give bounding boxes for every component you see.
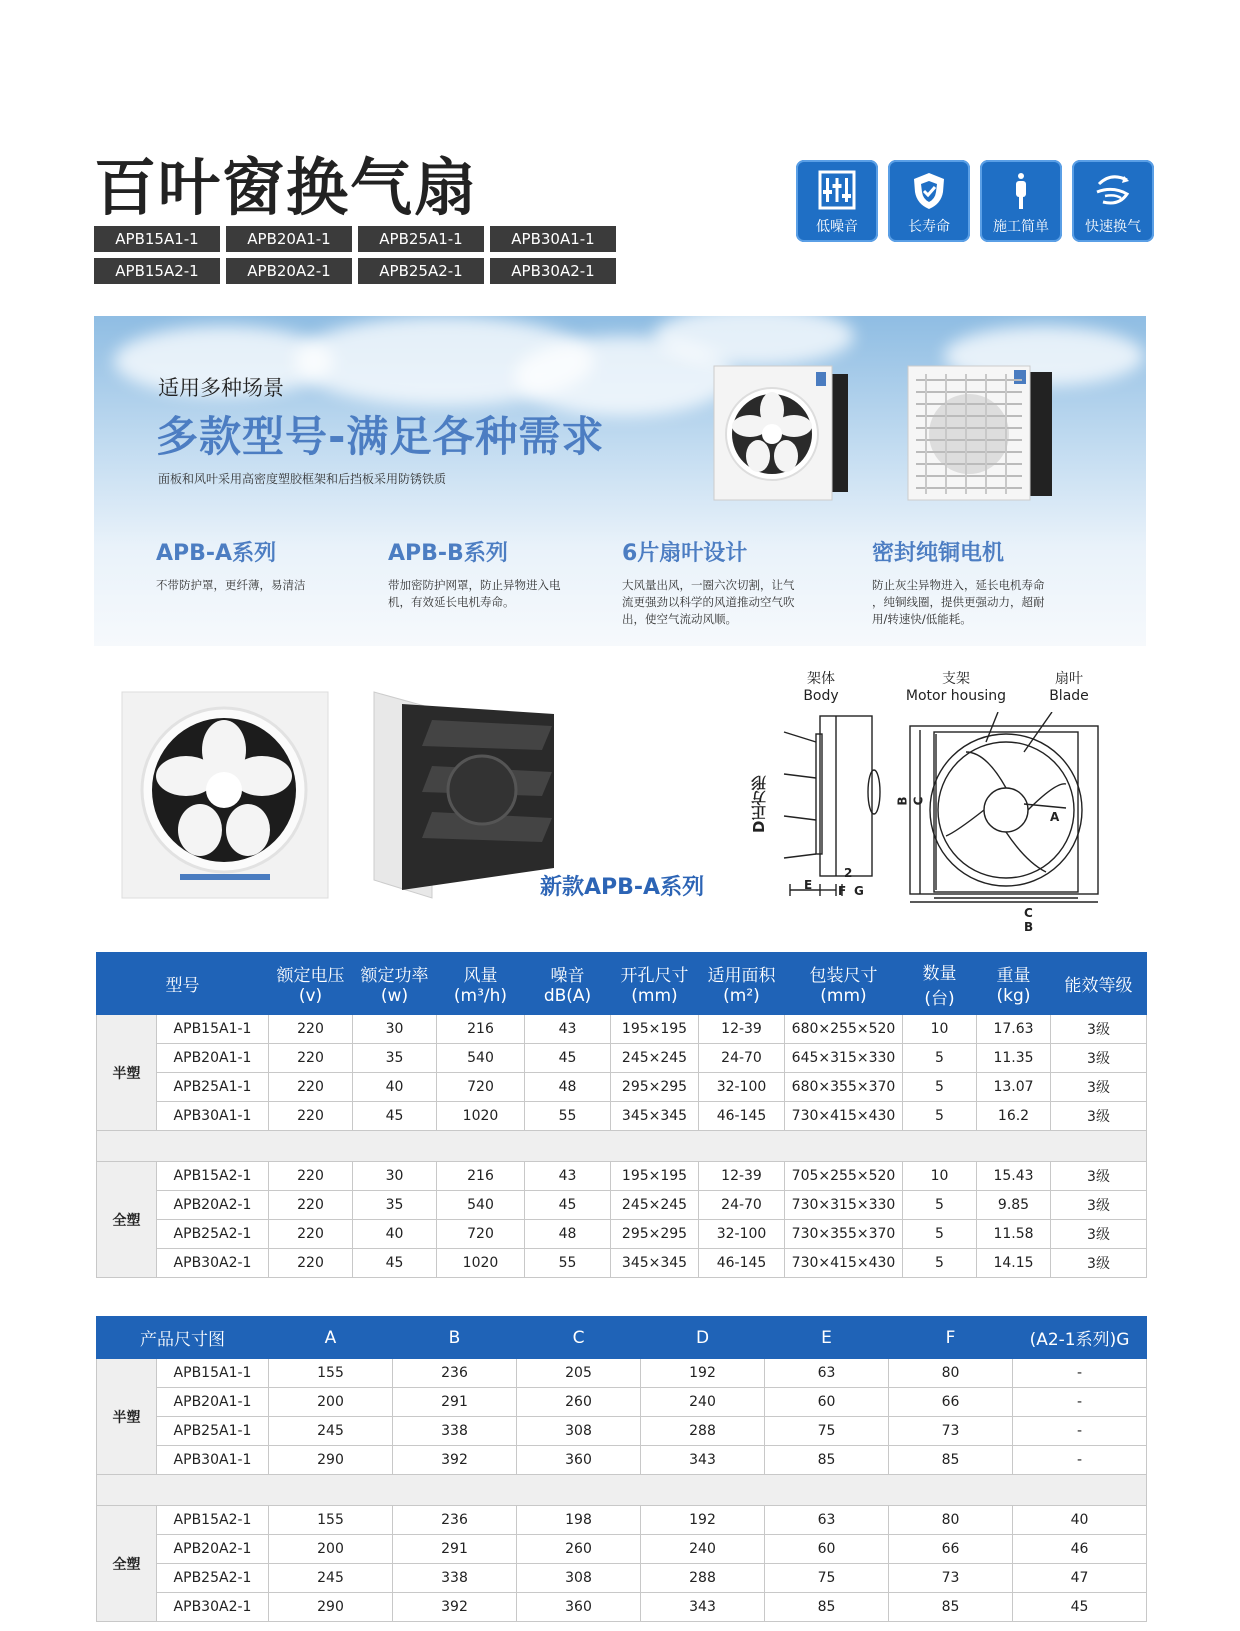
table-row <box>97 1593 1147 1622</box>
table-cell: 540 <box>437 1044 525 1073</box>
feature-easy-install <box>980 160 1062 242</box>
group-separator-cell <box>97 1475 1147 1506</box>
blade-label <box>1034 668 1104 704</box>
feature-low-noise <box>796 160 878 242</box>
table-cell: 10 <box>903 1162 977 1191</box>
table-row <box>97 1191 1147 1220</box>
series-desc: 防止灰尘异物进入，延长电机寿命 <box>872 578 1045 592</box>
body-label-cn: 架体 <box>807 671 835 687</box>
dim-letter-a: A <box>1050 810 1060 824</box>
table-cell: APB20A1-1 <box>157 1044 269 1073</box>
table-cell: 14.15 <box>977 1249 1051 1278</box>
table-cell: 35 <box>353 1044 437 1073</box>
series-desc: 大风量出风，一圈六次切割，让气 <box>622 578 795 592</box>
six-blade-block <box>622 536 842 628</box>
table-cell: 13.07 <box>977 1073 1051 1102</box>
product-front-image <box>120 690 330 900</box>
table-cell: 240 <box>641 1388 765 1417</box>
table-row <box>97 1506 1147 1535</box>
dim-header-label: 产品尺寸图 <box>97 1317 269 1359</box>
dim-letter-b-bottom: B <box>1024 920 1034 934</box>
table-cell: APB30A2-1 <box>157 1249 269 1278</box>
table-cell: 260 <box>517 1535 641 1564</box>
scene-subtitle: 适用多种场景 <box>158 376 284 400</box>
table-cell: 5 <box>903 1249 977 1278</box>
dim-header-c: C <box>517 1317 641 1359</box>
spec-header-power: 额定功率 (w) <box>353 953 437 1015</box>
series-title: 6片扇叶设计 <box>622 541 748 566</box>
table-cell: APB15A2-1 <box>157 1162 269 1191</box>
table-cell: 63 <box>765 1359 889 1388</box>
table-cell: 338 <box>393 1564 517 1593</box>
series-desc: 出，使空气流动风顺。 <box>622 612 737 626</box>
spec-header-efficiency: 能效等级 <box>1051 953 1147 1015</box>
table-cell: 60 <box>765 1388 889 1417</box>
shield-icon <box>909 170 949 212</box>
table-cell: 5 <box>903 1073 977 1102</box>
table-cell: APB30A1-1 <box>157 1102 269 1131</box>
table-cell: 198 <box>517 1506 641 1535</box>
screwdriver-icon <box>1001 170 1041 212</box>
table-cell: - <box>1013 1359 1147 1388</box>
table-cell: 80 <box>889 1359 1013 1388</box>
dim-letter-c-bottom: C <box>1024 906 1033 920</box>
model-tag: APB30A2-1 <box>490 258 616 284</box>
dim-letter-e: E <box>804 878 813 892</box>
table-cell: 40 <box>353 1220 437 1249</box>
spec-header-opening: 开孔尺寸 (mm) <box>611 953 699 1015</box>
series-b-block <box>388 536 608 611</box>
table-cell: 85 <box>889 1593 1013 1622</box>
table-cell: 3级 <box>1051 1191 1147 1220</box>
table-cell: 345×345 <box>611 1102 699 1131</box>
table-cell: 195×195 <box>611 1162 699 1191</box>
series-desc: 机，有效延长电机寿命。 <box>388 595 515 609</box>
dim-letter-c-side: C <box>911 796 926 806</box>
motor-label-cn: 支架 <box>942 671 970 687</box>
table-cell: 245×245 <box>611 1044 699 1073</box>
table-cell: 338 <box>393 1417 517 1446</box>
spec-table <box>96 952 1147 1278</box>
table-cell: 260 <box>517 1388 641 1417</box>
table-cell: APB20A2-1 <box>157 1535 269 1564</box>
series-title: APB-B系列 <box>388 541 508 566</box>
table-cell: 30 <box>353 1015 437 1044</box>
group-label-cell: 全塑 <box>97 1162 157 1278</box>
table-cell: 10 <box>903 1015 977 1044</box>
table-cell: 645×315×330 <box>785 1044 903 1073</box>
table-cell: 55 <box>525 1102 611 1131</box>
table-cell: 3级 <box>1051 1249 1147 1278</box>
table-row <box>97 1535 1147 1564</box>
table-cell: 5 <box>903 1102 977 1131</box>
table-cell: 730×415×430 <box>785 1249 903 1278</box>
table-cell: 392 <box>393 1593 517 1622</box>
table-cell: 15.43 <box>977 1162 1051 1191</box>
table-cell: 216 <box>437 1015 525 1044</box>
table-row <box>97 1015 1147 1044</box>
table-cell: 12-39 <box>699 1015 785 1044</box>
table-cell: 236 <box>393 1359 517 1388</box>
table-cell: 360 <box>517 1446 641 1475</box>
table-cell: 12-39 <box>699 1162 785 1191</box>
table-cell: 3级 <box>1051 1073 1147 1102</box>
table-cell: 288 <box>641 1564 765 1593</box>
table-cell: 308 <box>517 1564 641 1593</box>
spec-header-weight: 重量 (kg) <box>977 953 1051 1015</box>
table-cell: 291 <box>393 1388 517 1417</box>
product-back-image <box>372 690 556 900</box>
table-cell: 155 <box>269 1359 393 1388</box>
table-cell: 45 <box>1013 1593 1147 1622</box>
model-tag: APB20A1-1 <box>226 226 352 252</box>
fan-b-image <box>906 364 1054 504</box>
table-cell: 24-70 <box>699 1191 785 1220</box>
model-tag: APB15A1-1 <box>94 226 220 252</box>
table-cell: 5 <box>903 1191 977 1220</box>
table-cell: APB25A2-1 <box>157 1564 269 1593</box>
table-cell: 360 <box>517 1593 641 1622</box>
spec-header-package: 包装尺寸 (mm) <box>785 953 903 1015</box>
model-tag: APB30A1-1 <box>490 226 616 252</box>
spec-header-model: 型号 <box>97 953 269 1015</box>
table-cell: 5 <box>903 1044 977 1073</box>
table-cell: 236 <box>393 1506 517 1535</box>
table-cell: APB15A2-1 <box>157 1506 269 1535</box>
table-cell: 200 <box>269 1388 393 1417</box>
table-cell: APB15A1-1 <box>157 1359 269 1388</box>
side-shape-label: D正方形 <box>750 775 768 833</box>
equalizer-icon <box>817 170 857 212</box>
table-cell: 11.58 <box>977 1220 1051 1249</box>
group-label-cell: 半塑 <box>97 1359 157 1475</box>
table-row <box>97 1073 1147 1102</box>
table-cell: 11.35 <box>977 1044 1051 1073</box>
feature-label: 快速换气 <box>1085 219 1141 235</box>
table-cell: APB15A1-1 <box>157 1015 269 1044</box>
table-cell: 66 <box>889 1388 1013 1417</box>
dimension-table <box>96 1316 1147 1622</box>
model-tag: APB25A2-1 <box>358 258 484 284</box>
series-title: APB-A系列 <box>156 541 277 566</box>
table-cell: 295×295 <box>611 1073 699 1102</box>
table-cell: 85 <box>889 1446 1013 1475</box>
table-cell: 220 <box>269 1044 353 1073</box>
table-cell: 60 <box>765 1535 889 1564</box>
dim-header-row <box>97 1317 1147 1359</box>
spec-header-area: 适用面积 (m²) <box>699 953 785 1015</box>
table-cell: 30 <box>353 1162 437 1191</box>
table-cell: 720 <box>437 1073 525 1102</box>
fan-a-image <box>712 364 850 504</box>
table-cell: 3级 <box>1051 1015 1147 1044</box>
table-cell: 220 <box>269 1249 353 1278</box>
table-cell: 9.85 <box>977 1191 1051 1220</box>
table-row <box>97 1102 1147 1131</box>
group-separator-cell <box>97 1131 1147 1162</box>
series-desc: 不带防护罩，更纤薄，易清洁 <box>156 578 306 592</box>
feature-icons <box>796 160 1154 242</box>
table-cell: 730×355×370 <box>785 1220 903 1249</box>
feature-long-life <box>888 160 970 242</box>
table-cell: - <box>1013 1417 1147 1446</box>
table-row <box>97 1249 1147 1278</box>
table-cell: 345×345 <box>611 1249 699 1278</box>
dim-letter-2: 2 <box>844 866 853 880</box>
table-cell: 46-145 <box>699 1102 785 1131</box>
dim-header-e: E <box>765 1317 889 1359</box>
side-view-drawing <box>780 712 890 908</box>
table-cell: 680×255×520 <box>785 1015 903 1044</box>
dim-header-g: (A2-1系列)G <box>1013 1317 1147 1359</box>
table-row <box>97 1564 1147 1593</box>
motor-housing-label <box>896 668 1016 704</box>
page-title: 百叶窗换气扇 <box>94 151 479 224</box>
blade-label-en: Blade <box>1049 688 1089 704</box>
table-cell: 290 <box>269 1593 393 1622</box>
table-cell: 73 <box>889 1417 1013 1446</box>
table-cell: APB30A1-1 <box>157 1446 269 1475</box>
group-separator-row <box>97 1131 1147 1162</box>
table-cell: 220 <box>269 1191 353 1220</box>
series-desc: ，纯铜线圈，提供更强动力，超耐 <box>872 595 1045 609</box>
table-cell: 63 <box>765 1506 889 1535</box>
table-row <box>97 1446 1147 1475</box>
model-tag: APB15A2-1 <box>94 258 220 284</box>
spec-header-quantity: 数量 (台) <box>903 953 977 1015</box>
table-cell: 308 <box>517 1417 641 1446</box>
table-cell: 16.2 <box>977 1102 1051 1131</box>
dim-header-d: D <box>641 1317 765 1359</box>
table-cell: 220 <box>269 1073 353 1102</box>
table-cell: 343 <box>641 1446 765 1475</box>
table-row <box>97 1359 1147 1388</box>
table-cell: 220 <box>269 1102 353 1131</box>
table-cell: 3级 <box>1051 1044 1147 1073</box>
table-cell: APB20A2-1 <box>157 1191 269 1220</box>
table-cell: 17.63 <box>977 1015 1051 1044</box>
series-desc: 流更强劲以科学的风道推动空气吹 <box>622 595 795 609</box>
table-cell: 730×315×330 <box>785 1191 903 1220</box>
front-view-drawing <box>906 712 1102 916</box>
feature-label: 施工简单 <box>993 219 1049 235</box>
table-row <box>97 1162 1147 1191</box>
table-row <box>97 1388 1147 1417</box>
table-cell: 45 <box>525 1044 611 1073</box>
airflow-icon <box>1091 170 1135 212</box>
motor-label-en: Motor housing <box>905 688 1007 704</box>
spec-header-voltage: 额定电压 (v) <box>269 953 353 1015</box>
table-cell: - <box>1013 1446 1147 1475</box>
table-cell: 680×355×370 <box>785 1073 903 1102</box>
series-title: 密封纯铜电机 <box>872 541 1005 566</box>
table-cell: 85 <box>765 1593 889 1622</box>
spec-header-airflow: 风量 (m³/h) <box>437 953 525 1015</box>
scene-description: 面板和风叶采用高密度塑胶框架和后挡板采用防锈铁质 <box>158 472 447 486</box>
table-cell: 291 <box>393 1535 517 1564</box>
group-separator-row <box>97 1475 1147 1506</box>
table-cell: 32-100 <box>699 1220 785 1249</box>
table-cell: 1020 <box>437 1102 525 1131</box>
table-cell: 205 <box>517 1359 641 1388</box>
series-a-block <box>156 536 376 594</box>
table-cell: 720 <box>437 1220 525 1249</box>
feature-label: 长寿命 <box>908 219 950 235</box>
table-cell: 295×295 <box>611 1220 699 1249</box>
table-cell: 245×245 <box>611 1191 699 1220</box>
table-cell: 35 <box>353 1191 437 1220</box>
table-cell: 192 <box>641 1506 765 1535</box>
table-cell: 5 <box>903 1220 977 1249</box>
table-cell: 392 <box>393 1446 517 1475</box>
body-label-en: Body <box>803 688 839 704</box>
table-cell: 705×255×520 <box>785 1162 903 1191</box>
table-cell: 220 <box>269 1015 353 1044</box>
table-cell: 220 <box>269 1220 353 1249</box>
table-cell: 245 <box>269 1417 393 1446</box>
table-cell: APB30A2-1 <box>157 1593 269 1622</box>
table-cell: 46 <box>1013 1535 1147 1564</box>
table-row <box>97 1220 1147 1249</box>
table-cell: 40 <box>353 1073 437 1102</box>
table-cell: 155 <box>269 1506 393 1535</box>
table-cell: 200 <box>269 1535 393 1564</box>
dim-header-a: A <box>269 1317 393 1359</box>
feature-label: 低噪音 <box>816 219 858 235</box>
table-cell: 48 <box>525 1073 611 1102</box>
model-tag-list <box>94 226 614 284</box>
table-cell: 85 <box>765 1446 889 1475</box>
table-cell: APB25A1-1 <box>157 1073 269 1102</box>
spec-header-row <box>97 953 1147 1015</box>
table-cell: APB25A1-1 <box>157 1417 269 1446</box>
group-label-cell: 全塑 <box>97 1506 157 1622</box>
table-cell: 730×415×430 <box>785 1102 903 1131</box>
table-cell: 24-70 <box>699 1044 785 1073</box>
dim-letter-b-side: B <box>895 796 910 806</box>
table-cell: 216 <box>437 1162 525 1191</box>
spec-header-noise: 噪音 dB(A) <box>525 953 611 1015</box>
model-tag: APB25A1-1 <box>358 226 484 252</box>
table-cell: 220 <box>269 1162 353 1191</box>
table-cell: 290 <box>269 1446 393 1475</box>
table-cell: 343 <box>641 1593 765 1622</box>
table-cell: 195×195 <box>611 1015 699 1044</box>
table-cell: 540 <box>437 1191 525 1220</box>
body-label <box>776 668 866 704</box>
table-cell: 45 <box>353 1249 437 1278</box>
dim-header-b: B <box>393 1317 517 1359</box>
table-cell: 245 <box>269 1564 393 1593</box>
dim-header-f: F <box>889 1317 1013 1359</box>
scene-headline: 多款型号-满足各种需求 <box>156 412 605 461</box>
model-tag: APB20A2-1 <box>226 258 352 284</box>
table-cell: 3级 <box>1051 1162 1147 1191</box>
table-cell: 55 <box>525 1249 611 1278</box>
table-cell: APB20A1-1 <box>157 1388 269 1417</box>
blade-label-cn: 扇叶 <box>1055 671 1083 687</box>
table-cell: 240 <box>641 1535 765 1564</box>
table-cell: APB25A2-1 <box>157 1220 269 1249</box>
series-desc: 带加密防护网罩，防止异物进入电 <box>388 578 561 592</box>
table-cell: 288 <box>641 1417 765 1446</box>
table-cell: 3级 <box>1051 1102 1147 1131</box>
table-cell: 75 <box>765 1564 889 1593</box>
copper-motor-block <box>872 536 1092 628</box>
table-cell: 192 <box>641 1359 765 1388</box>
feature-fast-ventilation <box>1072 160 1154 242</box>
table-cell: 43 <box>525 1015 611 1044</box>
group-label-cell: 半塑 <box>97 1015 157 1131</box>
product-caption: 新款APB-A系列 <box>540 875 705 900</box>
table-row <box>97 1044 1147 1073</box>
table-cell: 1020 <box>437 1249 525 1278</box>
dim-letter-g: G <box>854 884 864 898</box>
table-cell: 73 <box>889 1564 1013 1593</box>
table-row <box>97 1417 1147 1446</box>
dim-letter-f: F <box>838 884 847 898</box>
table-cell: 43 <box>525 1162 611 1191</box>
table-cell: 32-100 <box>699 1073 785 1102</box>
table-cell: 40 <box>1013 1506 1147 1535</box>
series-desc: 用/转速快/低能耗。 <box>872 612 972 626</box>
table-cell: 48 <box>525 1220 611 1249</box>
table-cell: 46-145 <box>699 1249 785 1278</box>
table-cell: 80 <box>889 1506 1013 1535</box>
table-cell: - <box>1013 1388 1147 1417</box>
table-cell: 45 <box>525 1191 611 1220</box>
table-cell: 66 <box>889 1535 1013 1564</box>
table-cell: 45 <box>353 1102 437 1131</box>
table-cell: 3级 <box>1051 1220 1147 1249</box>
table-cell: 75 <box>765 1417 889 1446</box>
table-cell: 47 <box>1013 1564 1147 1593</box>
